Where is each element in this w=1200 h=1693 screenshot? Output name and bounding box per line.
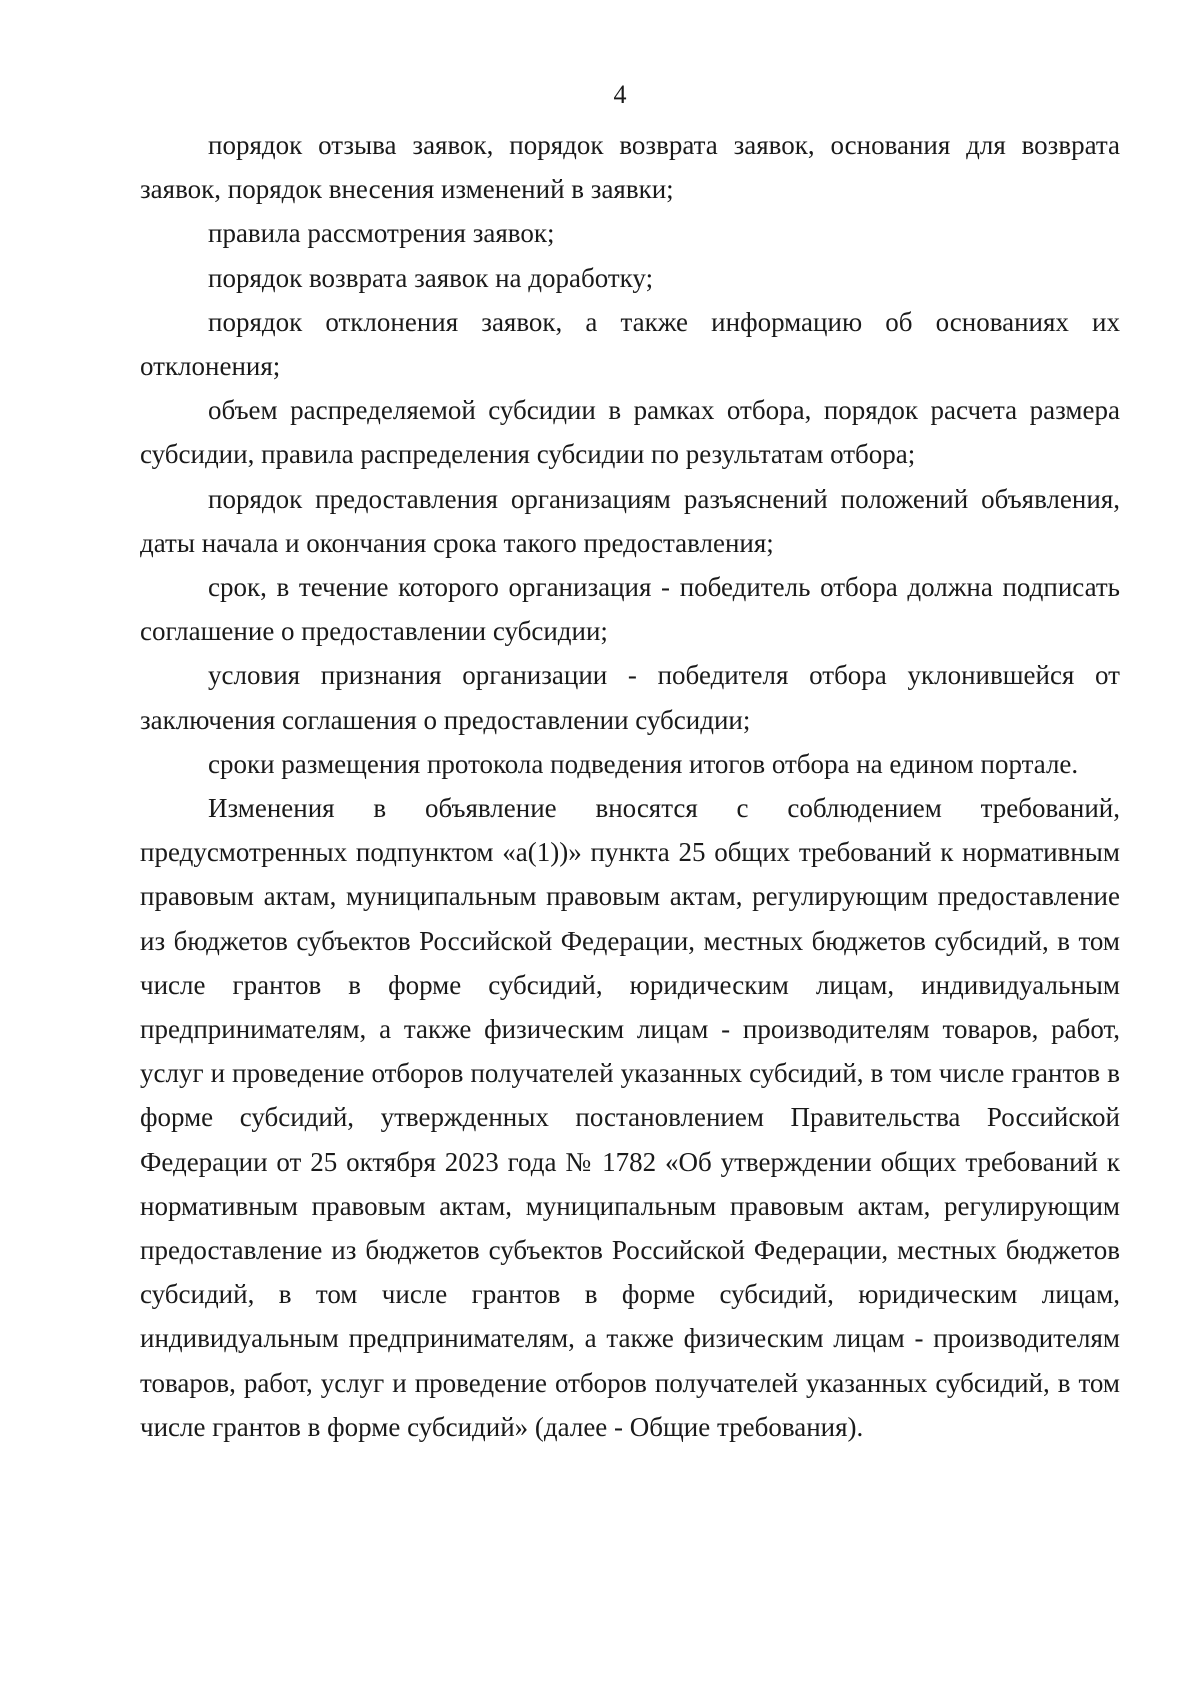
paragraph-protocol-placement: сроки размещения протокола подведения итогов отбора на едином портале. [208, 748, 1079, 779]
paragraph-withdrawal-order: порядок отзыва заявок, порядок возврата заявок, основания для возврата заявок, порядок внесения изменений в заявки; [140, 130, 1120, 205]
paragraph-signing-term: срок, в течение которого организация - победитель отбора должна подписать соглашение о предоставлении субсидии; [140, 572, 1120, 647]
paragraph-return-for-revision: порядок возврата заявок на доработку; [208, 262, 654, 293]
page-number: 4 [613, 80, 627, 109]
paragraph-evasion-conditions: условия признания организации - победителя отбора уклонившейся от заключения соглашения о предоставлении субсидии; [140, 660, 1120, 735]
document-body [140, 123, 1120, 1449]
paragraph-amendments: Изменения в объявление вносятся с соблюдением требований, предусмотренных подпунктом «а(1))» пункта 25 общих требований к нормативным правовым актам, муниципальным правовым актам, регулирующим предоставление из бюджетов субъектов Российской Федерации, местных бюджетов субсидий, в том числе грантов в форме субсидий, юридическим лицам, индивидуальным предпринимателям, а также физическим лицам - производителям товаров, работ, услуг и проведение отборов получателей указанных субсидий, в том числе грантов в форме субсидий, утвержденных постановлением Правительства Российской Федерации от 25 октября 2023 года № 1782 «Об утверждении общих требований к нормативным правовым актам, муниципальным правовым актам, регулирующим предоставление из бюджетов субъектов Российской Федерации, местных бюджетов субсидий, в том числе грантов в форме субсидий, юридическим лицам, индивидуальным предпринимателям, а также физическим лицам - производителям товаров, работ, услуг и проведение отборов получателей указанных субсидий, в том числе грантов в форме субсидий» (далее - Общие требования). [140, 793, 1120, 1442]
paragraph-review-rules: правила рассмотрения заявок; [208, 218, 555, 249]
paragraph-clarifications: порядок предоставления организациям разъяснений положений объявления, даты начала и окончания срока такого предоставления; [140, 483, 1120, 558]
paragraph-subsidy-volume: объем распределяемой субсидии в рамках отбора, порядок расчета размера субсидии, правила распределения субсидии по результатам отбора; [140, 395, 1120, 470]
paragraph-rejection-order: порядок отклонения заявок, а также информацию об основаниях их отклонения; [140, 306, 1120, 382]
